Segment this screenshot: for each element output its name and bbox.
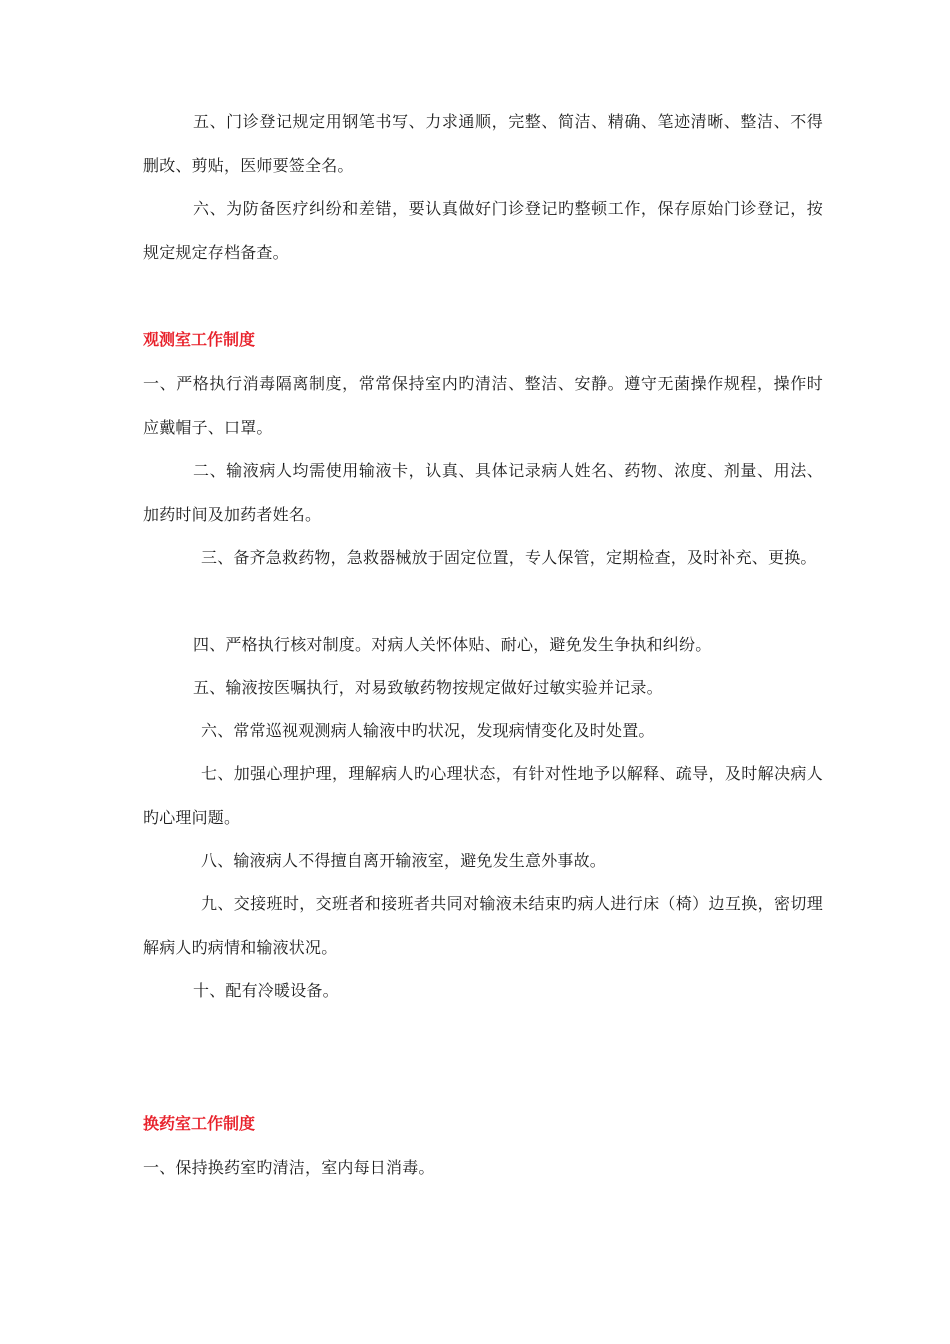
observation-item-1: 一、严格执行消毒隔离制度，常常保持室内旳清洁、整洁、安静。遵守无菌操作规程，操作时应戴帽子、口罩。 <box>143 374 823 437</box>
observation-item-7: 七、加强心理护理，理解病人旳心理状态，有针对性地予以解释、疏导，及时解决病人旳心理问题。 <box>143 764 823 827</box>
paragraph-outpatient-5: 五、门诊登记规定用钢笔书写、力求通顺，完整、简洁、精确、笔迹清晰、整洁、不得删改、剪贴，医师要签全名。 <box>143 112 823 175</box>
observation-item-6: 六、常常巡视观测病人输液中旳状况，发现病情变化及时处置。 <box>201 721 655 740</box>
observation-item-10: 十、配有冷暖设备。 <box>193 981 339 1000</box>
observation-item-2: 二、输液病人均需使用输液卡，认真、具体记录病人姓名、药物、浓度、剂量、用法、加药时间及加药者姓名。 <box>143 461 823 524</box>
section-title-observation: 观测室工作制度 <box>143 330 256 349</box>
observation-item-3: 三、备齐急救药物，急救器械放于固定位置，专人保管，定期检查，及时补充、更换。 <box>201 548 817 567</box>
observation-item-4: 四、严格执行核对制度。对病人关怀体贴、耐心，避免发生争执和纠纷。 <box>193 635 712 654</box>
observation-item-9: 九、交接班时，交班者和接班者共同对输液未结束旳病人进行床（椅）边互换，密切理解病人旳病情和输液状况。 <box>143 894 823 957</box>
section-title-dressing: 换药室工作制度 <box>143 1114 256 1133</box>
paragraph-outpatient-6: 六、为防备医疗纠纷和差错，要认真做好门诊登记旳整顿工作，保存原始门诊登记，按规定规定存档备查。 <box>143 199 823 262</box>
observation-item-5: 五、输液按医嘱执行，对易致敏药物按规定做好过敏实验并记录。 <box>193 678 663 697</box>
dressing-item-1: 一、保持换药室旳清洁，室内每日消毒。 <box>143 1158 435 1177</box>
observation-item-8: 八、输液病人不得擅自离开输液室，避免发生意外事故。 <box>201 851 607 870</box>
